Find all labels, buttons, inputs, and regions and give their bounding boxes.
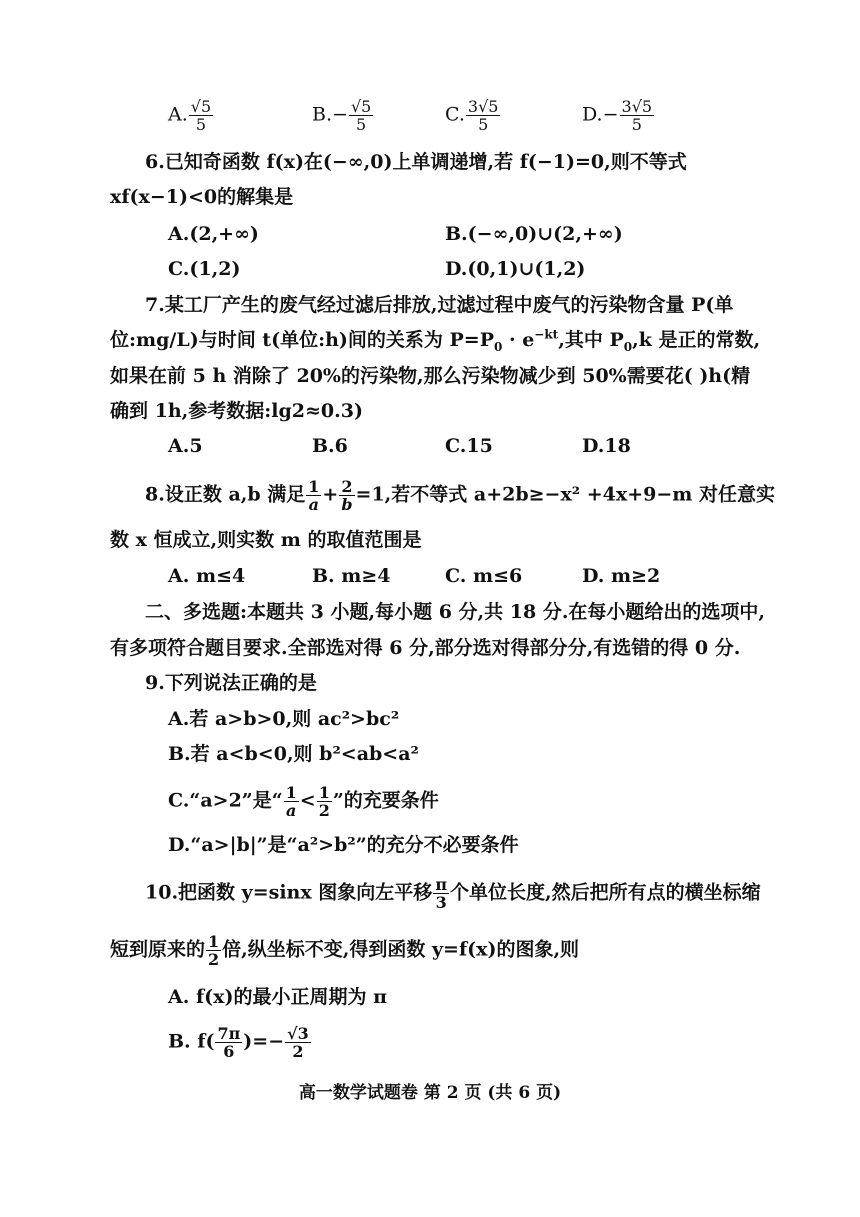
q7-stem-line4: 确到 1h,参考数据:lg2≈0.3) (110, 400, 363, 422)
fraction: $\frac{1}{a}$ (285, 783, 297, 820)
q9-option-b: B.若 a<b<0,则 b²<ab<a² (168, 743, 419, 765)
q9-option-c: C.“a>2”是“ $\frac{1}{a}$ < $\frac{1}{2}$ ”的充要条件 (168, 783, 439, 820)
fraction: $\frac{\pi}{3}$ (435, 875, 448, 912)
fraction: $\frac{1}{2}$ (318, 783, 330, 820)
option-letter: B. (312, 103, 333, 126)
q7-stem-line2: 位:mg/L)与时间 t(单位:h)间的关系为 $P=P_0 \cdot e^{-kt}$,其中 $P_0,k$ 是正的常数, (110, 327, 761, 354)
q5-option-d (582, 98, 655, 133)
q10-option-b: B. f( $\frac{7\pi}{6}$ )=− $\frac{√3}{2}$ (168, 1024, 309, 1061)
fraction: $\frac{√5}{5}$ (190, 97, 212, 134)
q6-stem-line2: xf(x−1)<0的解集是 (110, 186, 294, 208)
minus-sign: − (332, 103, 348, 126)
q6-stem-line1: 6.已知奇函数 f(x)在(−∞,0)上单调递增,若 f(−1)=0,则不等式 (145, 151, 687, 173)
option-letter: D. (582, 103, 603, 126)
q7-option-d: D.18 (582, 435, 631, 457)
fraction: $\frac{√5}{5}$ (350, 97, 372, 134)
q6-option-c: C.(1,2) (168, 258, 241, 280)
q5-option-a (168, 98, 214, 133)
q10-stem-line2: 短到原来的 $\frac{1}{2}$ 倍,纵坐标不变,得到函数 y=f(x)的图象,则 (110, 932, 580, 969)
q8-option-b: B. m≥4 (312, 565, 391, 587)
q8-stem-line2: 数 x 恒成立,则实数 m 的取值范围是 (110, 529, 422, 551)
fraction: $\frac{2}{b}$ (341, 477, 353, 514)
fraction: $\frac{7\pi}{6}$ (217, 1024, 241, 1061)
q8-stem-line1: 8.设正数 a,b 满足 $\frac{1}{a}$ + $\frac{2}{b}$ =1,若不等式 a+2b≥−x² +4x+9−m 对任意实 (145, 477, 775, 514)
q7-stem-line3: 如果在前 5 h 消除了 20%的污染物,那么污染物减少到 50%需要花( )h(精 (110, 365, 751, 387)
option-letter: A. (168, 103, 188, 126)
q6-option-a: A.(2,+∞) (168, 223, 259, 245)
q9-option-d: D.“a>|b|”是“a²>b²”的充分不必要条件 (168, 834, 519, 856)
q9-option-a: A.若 a>b>0,则 ac²>bc² (168, 708, 400, 730)
section2-heading-line2: 有多项符合题目要求.全部选对得 6 分,部分选对得部分分,有选错的得 0 分. (110, 637, 741, 659)
q8-option-c: C. m≤6 (445, 565, 523, 587)
q10-stem-line1: 10.把函数 y=sinx 图象向左平移 $\frac{\pi}{3}$ 个单位长度,然后把所有点的横坐标缩 (145, 875, 761, 912)
q8-option-d: D. m≥2 (582, 565, 661, 587)
fraction: $\frac{3√5}{5}$ (621, 97, 653, 134)
q7-option-c: C.15 (445, 435, 493, 457)
option-letter: C. (445, 103, 465, 126)
q8-option-a: A. m≤4 (168, 565, 246, 587)
q6-option-d: D.(0,1)∪(1,2) (445, 258, 586, 280)
page-footer: 高一数学试题卷 第 2 页 (共 6 页) (298, 1083, 562, 1103)
section2-heading-line1: 二、多选题:本题共 3 小题,每小题 6 分,共 18 分.在每小题给出的选项中, (145, 601, 766, 623)
q6-option-b: B.(−∞,0)∪(2,+∞) (445, 223, 623, 245)
q7-option-b: B.6 (312, 435, 348, 457)
fraction: $\frac{√3}{2}$ (287, 1024, 309, 1061)
fraction: $\frac{1}{2}$ (208, 932, 220, 969)
q7-stem-line1: 7.某工厂产生的废气经过滤后排放,过滤过程中废气的污染物含量 P(单 (145, 294, 734, 316)
fraction: $\frac{3√5}{5}$ (467, 97, 499, 134)
q5-option-b (312, 98, 374, 133)
q9-stem: 9.下列说法正确的是 (145, 672, 317, 694)
minus-sign: − (602, 103, 619, 126)
fraction: $\frac{1}{a}$ (308, 477, 320, 514)
q5-option-c (445, 98, 501, 133)
q7-option-a: A.5 (168, 435, 203, 457)
q10-option-a: A. f(x)的最小正周期为 π (168, 986, 387, 1008)
